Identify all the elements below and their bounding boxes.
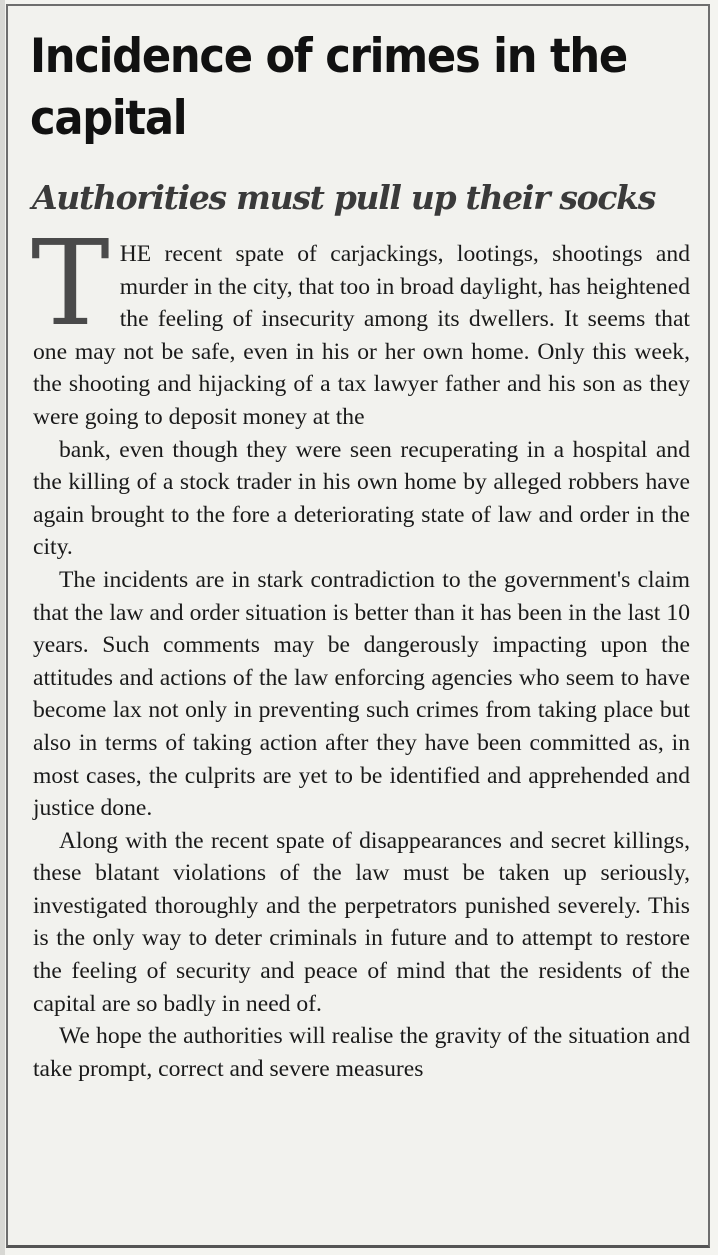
article-body	[31, 214, 690, 1085]
drop-cap: T	[31, 214, 110, 352]
paragraph-1-text: HE recent spate of carjackings, lootings, shootings and murder in the city, that too in broad daylight, has heightened the feeling of insecurity among its dwellers. It seems that one may not be safe, even in his or her own home. Only this week, the shooting and hijacking of a tax lawyer father and his son as they were going to deposit money at the	[33, 241, 690, 430]
headline: Incidence of crimes in the capital	[30, 29, 627, 146]
paragraph-2: bank, even though they were seen recuperating in a hospital and the killing of a stock trader in his own home by alleged robbers have again brought to the fore a deteriorating state of law and order in the city.	[33, 436, 690, 561]
paragraph-3: The incidents are in stark contradiction to the government's claim that the law and order situation is better than it has been in the last 10 years. Such comments may be dangerously impacting upon the attitudes and actions of the law enforcing agencies who seem to have become lax not only in preventing such crimes from taking place but also in terms of taking action after they have been committed as, in most cases, the culprits are yet to be identified and apprehended and justice done.	[33, 566, 690, 822]
paragraph-1	[31, 214, 690, 434]
paragraph-4: Along with the recent spate of disappearances and secret killings, these blatant violations of the law must be taken up seriously, investigated thoroughly and the perpetrators punished severely. This is the only way to deter criminals in future and to attempt to restore the feeling of security and peace of mind that the residents of the capital are so badly in need of.	[33, 827, 690, 1017]
paragraph-5: We hope the authorities will realise the gravity of the situation and take prompt, correct and severe measures	[33, 1023, 690, 1082]
page-edge	[0, 0, 5, 1255]
subheadline: Authorities must pull up their socks	[32, 178, 655, 217]
